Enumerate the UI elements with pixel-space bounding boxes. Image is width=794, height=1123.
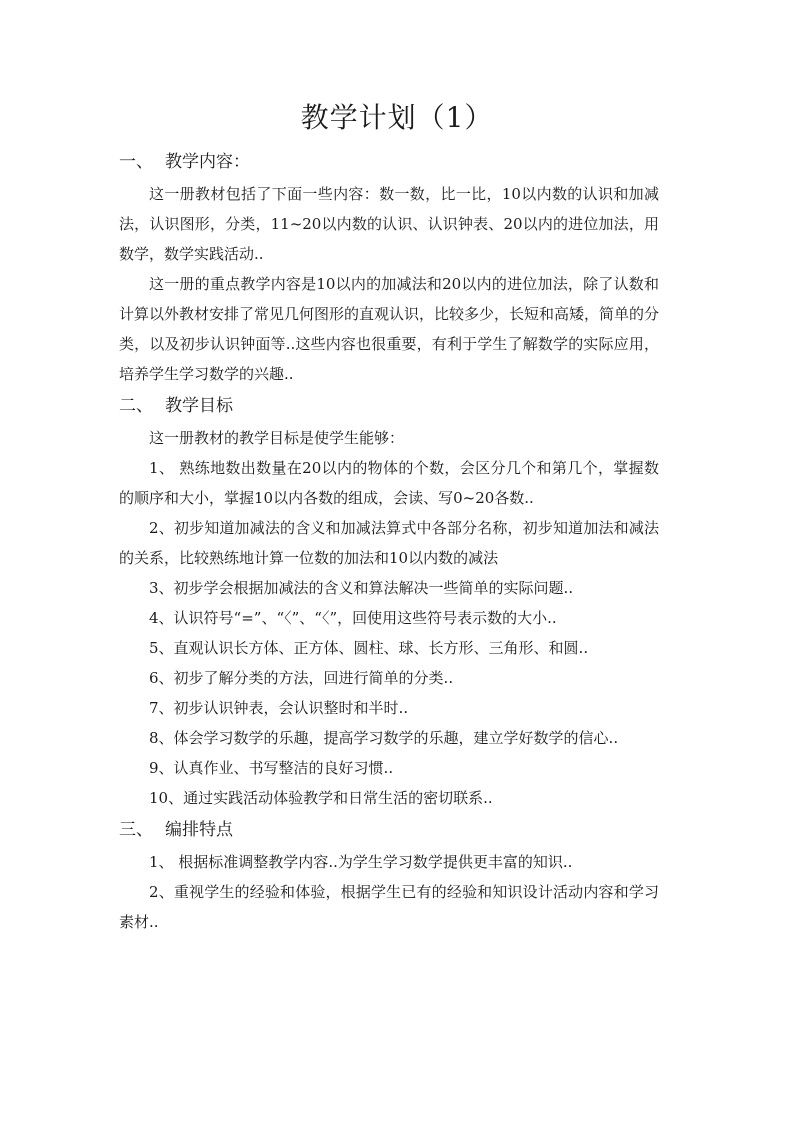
paragraph: 这一册的重点教学内容是10以内的加减法和20以内的进位加法，除了认数和计算以外教材安排了常见几何图形的直观认识，比较多少，长短和高矮，简单的分类，以及初步认识钟面等..这些内容也很重要，有利于学生了解数学的实际应用，培养学生学习数学的兴趣.. [119, 275, 660, 383]
list-item: 5、直观认识长方体、正方体、圆柱、球、长方形、三角形、和圆.. [149, 639, 589, 657]
list-item: 2、重视学生的经验和体验，根据学生已有的经验和知识设计活动内容和学习素材.. [119, 883, 659, 931]
section-teaching-goals [119, 389, 659, 813]
section-layout-features [119, 813, 659, 937]
section-teaching-content [119, 145, 659, 389]
list-item: 6、初步了解分类的方法，回进行简单的分类.. [149, 669, 454, 687]
page-title: 教学计划（1） [300, 101, 494, 134]
list-item: 1、 熟练地数出数量在20以内的物体的个数，会区分几个和第几个，掌握数的顺序和大小，掌握10以内各数的组成，会读、写0~20各数.. [119, 459, 659, 507]
paragraph: 这一册教材包括了下面一些内容：数一数，比一比，10以内数的认识和加减法，认识图形，分类，11~20以内数的认识、认识钟表、20以内的进位加法，用数学，数学实践活动.. [119, 185, 659, 263]
list-item: 10、通过实践活动体验教学和日常生活的密切联系.. [149, 789, 493, 807]
section-heading [119, 145, 659, 179]
list-item: 9、认真作业、书写整洁的良好习惯.. [149, 759, 394, 777]
section-title: 教学目标 [165, 396, 233, 416]
section-title: 编排特点 [165, 820, 233, 840]
list-item: 2、初步知道加减法的含义和加减法算式中各部分名称，初步知道加法和减法的关系，比较熟练地计算一位数的加法和10以内数的减法 [119, 519, 659, 567]
section-heading [119, 813, 659, 847]
section-number: 二、 [119, 396, 153, 416]
document-body [119, 145, 659, 937]
list-item: 4、认识符号“=”、“〈”、“〈”，回使用这些符号表示数的大小.. [149, 609, 557, 627]
list-item: 8、体会学习数学的乐趣，提高学习数学的乐趣，建立学好数学的信心.. [149, 729, 619, 747]
list-item: 7、初步认识钟表，会认识整时和半时.. [149, 699, 409, 717]
section-heading [119, 389, 659, 423]
paragraph: 这一册教材的教学目标是使学生能够： [149, 429, 405, 447]
section-title: 教学内容： [165, 152, 250, 172]
list-item: 3、初步学会根据加减法的含义和算法解决一些简单的实际问题.. [149, 579, 574, 597]
list-item: 1、 根据标准调整教学内容..为学生学习数学提供更丰富的知识.. [149, 853, 573, 871]
section-number: 三、 [119, 820, 153, 840]
section-number: 一、 [119, 152, 153, 172]
